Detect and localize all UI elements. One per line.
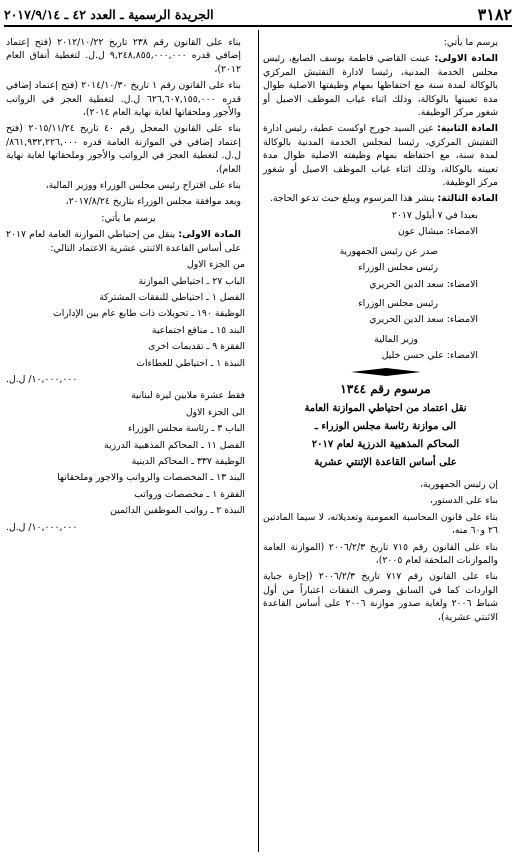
- article-2-label: المادة الثانية:: [437, 123, 498, 135]
- header-title: الجريدة الرسمية ـ العدد ٤٢ ـ ٢٠١٧/٩/١٤: [4, 6, 214, 22]
- amount-1: [6, 373, 251, 386]
- decree-number: مرسوم رقم ١٣٤٤: [340, 381, 431, 396]
- p-president: إن رئيس الجمهورية،: [420, 478, 498, 490]
- pm-signature: الامضاء: سعد الدين الحريري: [369, 278, 478, 290]
- signature-block: [263, 209, 508, 363]
- decree-subject-line-4: على أساس القاعدة الإثنتي عشرية: [314, 456, 457, 468]
- p-law-717: بناء على القانون رقم ٧١٧ تاريخ ٢٠٠٦/٢/٣ (إجازة جباية الواردات كما في السابق وصرف النفقات اعتباراً من أول شباط ٢٠٠٦ ولغاية صدور موازنة ٢٠٠٦ على أساس القاعدة الاثنتي عشرية)،: [263, 571, 499, 623]
- article-3-text: ينشر هذا المرسوم ويبلغ حيث تدعو الحاجة.: [269, 193, 435, 205]
- p-constitution: بناء على الدستور،: [429, 495, 498, 507]
- header-rule: [4, 25, 512, 27]
- left-column: [6, 36, 251, 852]
- to-chapter: الباب ٣ ـ رئاسة مجلس الوزراء: [127, 423, 245, 435]
- from-item: البند ١٥ ـ منافع اجتماعية: [151, 324, 245, 336]
- p-law-1: بناء على القانون رقم ١ تاريخ ٢٠١٤/١٠/٣٠ (فتح إعتماد إضافي قدره ٦٢٦,٦٠٧,١٥٥,٠٠٠ ل.ل. لتغطية العجز في الرواتب والأجور وملحقاتها لغاية نهاية العام ٢٠١٤)،: [6, 80, 242, 119]
- p-law-715: بناء على القانون رقم ٧١٥ تاريخ ٢٠٠٦/٢/٣ (الموازنة العامة والموازنات الملحقة لعام ٢٠٠٥)،: [263, 541, 498, 566]
- article-1-transfer: [6, 228, 251, 255]
- decree-intro: يرسم ما يأتي:: [443, 37, 498, 48]
- from-part: من الجزء الاول: [186, 259, 245, 271]
- column-divider: [258, 30, 259, 852]
- p-proposal: بناء على اقتراح رئيس مجلس الوزراء ووزير المالية،: [45, 180, 241, 192]
- to-sub: النبذة ٢ ـ رواتب الموظفين الدائمين: [110, 505, 245, 517]
- issued-by: صدر عن رئيس الجمهورية: [339, 245, 438, 257]
- pm-title: رئيس مجلس الوزراء: [358, 262, 438, 274]
- decree-subject-line-1: نقل اعتماد من احتياطي الموازنة العامة: [304, 402, 467, 414]
- right-column: [263, 36, 508, 852]
- amount-1-value: ١٠,٠٠٠,٠٠٠/ ل.ل.: [6, 373, 78, 385]
- to-paragraph: الفقرة ١ ـ مخصصات ورواتب: [134, 488, 245, 500]
- finance-title: وزير المالية: [374, 333, 418, 345]
- page-header: [4, 4, 512, 24]
- article-3: [263, 192, 508, 205]
- from-chapter: الباب ٢٧ ـ احتياطي الموازنة: [138, 275, 245, 287]
- p-accounting-law: بناء على قانون المحاسبة العمومية وتعديلاته، لا سيما المادتين ٢٦ و٦٠ منه،: [263, 511, 498, 537]
- from-sub: النبذة ١ ـ احتياطي للعطاءات: [136, 357, 245, 369]
- article-1: [263, 52, 508, 119]
- decree-subject-line-3: المحاكم المذهبية الدرزية لعام ٢٠١٧: [311, 438, 460, 450]
- p-approval: وبعد موافقة مجلس الوزراء بتاريخ ٢٠١٧/٨/٢٤،: [65, 196, 241, 208]
- p-law-40: بناء على القانون المعجل رقم ٤٠ تاريخ ٢٠١٥/١١/٢٤ (فتح إعتماد إضافي في الموازنة العامة قدره ٨٦١,٩٣٢,٢٢٦,٠٠٠/ ل.ل. لتغطية العجز في الرواتب والأجور وملحقاتها لغاية نهاية العام)،: [6, 123, 241, 175]
- page-number: ٣١٨٢: [477, 4, 512, 24]
- from-paragraph: الفقرة ٩ ـ تقديمات اخرى: [148, 341, 245, 353]
- article-1-text: عينت القاضي فاطمة يوسف الصايغ، رئيس مجلس الخدمة المدنية، رئيسا لادارة التفتيش المركزي بالوكالة لمدة سنة مع احتفاظها بمهام وظيفتها الاصلية طوال مدة تعيينها بالوكالة، وذلك اثناء غياب الموظف الاصيل أو شغور مركز الوظيفة.: [263, 53, 498, 119]
- decree-subject-line-2: الى موازنة رئاسة مجلس الوزراء ـ: [314, 420, 457, 432]
- to-section: الفصل ١١ ـ المحاكم المذهبية الدرزية: [104, 439, 245, 451]
- article-1-transfer-text: ينقل من إحتياطي الموازنة العامة لعام ٢٠١٧ على أساس القاعدة الاثنتي عشرية الاعتماد التالي:: [6, 229, 241, 254]
- signature-date: بعبدا في ٧ أيلول ٢٠١٧: [391, 209, 478, 221]
- article-2-text: عين السيد جورج اوكست عطية، رئيس ادارة التفتيش المركزي، رئيسا لمجلس الخدمة المدنية بالوكالة لمدة سنة، مع احتفاظه بمهام وظيفته الاصلية طوال مدة تعيينه بالوكالة، وذلك اثناء غياب الموظف الاصيل أو شغور مركز الوظيفة.: [263, 123, 498, 189]
- to-item: البند ١٣ ـ المخصصات والرواتب والاجور وملحقاتها: [57, 472, 245, 484]
- to-part: الى الجزء الاول: [185, 406, 245, 418]
- article-2: [263, 122, 508, 189]
- amount-words: فقط عشرة ملايين ليرة لبنانية: [131, 390, 245, 402]
- p-law-238: بناء على القانون رقم ٢٣٨ تاريخ ٢٠١٢/١٠/٢٢ (فتح إعتماد إضافي قدره ٩,٢٤٨,٨٥٥,٠٠٠,٠٠٠ ل.ل. لتغطية أنفاق العام ٢٠١٢)،: [6, 37, 241, 75]
- from-budget-list: [6, 258, 251, 534]
- pm-title-2: رئيس مجلس الوزراء: [358, 297, 438, 309]
- to-function: الوظيفة ٣٣٧ ـ المحاكم الدينية: [131, 455, 245, 467]
- from-section: الفصل ١ ـ احتياطي للنفقات المشتركة: [99, 291, 245, 303]
- pm-signature-2: الامضاء: سعد الدين الحريري: [369, 314, 478, 326]
- signature-president: الامضاء: ميشال عون: [397, 226, 478, 238]
- finance-signature: الامضاء: علي حسن خليل: [381, 350, 478, 362]
- amount-2: [6, 521, 251, 534]
- amount-2-value: ١٠,٠٠٠,٠٠٠/ ل.ل.: [6, 521, 78, 533]
- article-1-label: المادة الاولى:: [434, 53, 498, 65]
- separator-ornament: [263, 367, 508, 377]
- from-function: الوظيفة ١٩٠ ـ تحويلات ذات طابع عام بين الإدارات: [52, 308, 245, 320]
- article-1-transfer-label: المادة الاولى:: [178, 229, 241, 241]
- article-3-label: المادة الثالثة:: [437, 193, 498, 205]
- decree-intro-2: يرسم ما يأتي:: [101, 212, 156, 224]
- decree-subject: [263, 400, 508, 472]
- separator-ornament-icon: [351, 367, 421, 377]
